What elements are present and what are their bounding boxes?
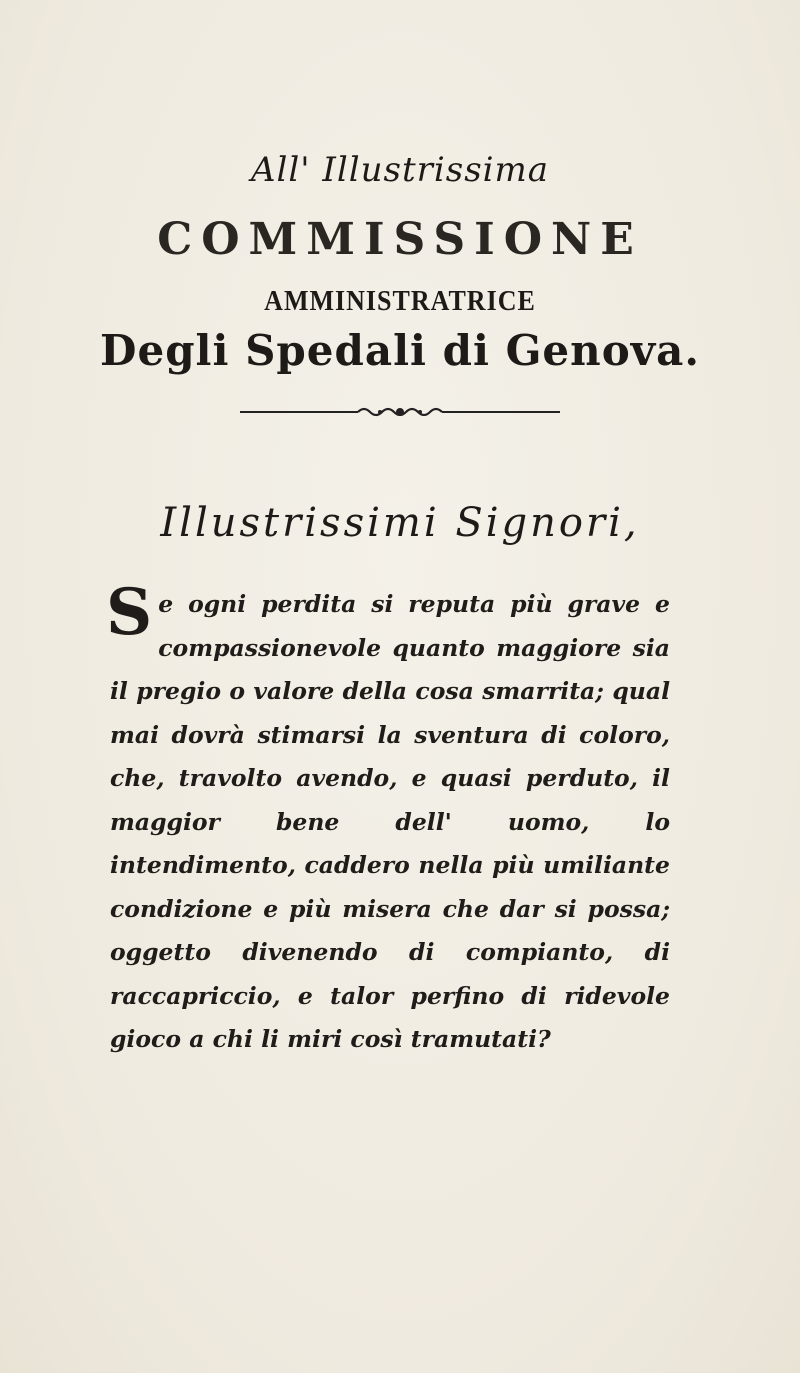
city-line: Degli Spedali di Genova.	[100, 326, 700, 375]
salutation: Illustrissimi Signori,	[160, 500, 640, 546]
drop-cap: S	[106, 575, 153, 650]
body-text: e ogni perdita si reputa più grave e compassionevole quanto maggiore sia il pregio o valore della cosa smarrita; qual mai dovrà stimarsi la sventura di coloro, che, travolto avendo, e quasi perduto, il maggior bene dell' uomo, lo intendimento, caddero nella più umiliante condizione e più misera che dar si possa; oggetto divenendo di compianto, di raccapriccio, e talor perfino di ridevole gioco a chi li miri così tramutati?	[110, 590, 670, 1053]
ornate-title: COMMISSIONE	[157, 214, 643, 265]
scroll-ornament-icon	[240, 405, 560, 419]
subtitle: AMMINISTRATRICE	[264, 284, 536, 317]
dedication-line: All' Illustrissima	[250, 150, 550, 190]
body-paragraph	[106, 575, 670, 1062]
